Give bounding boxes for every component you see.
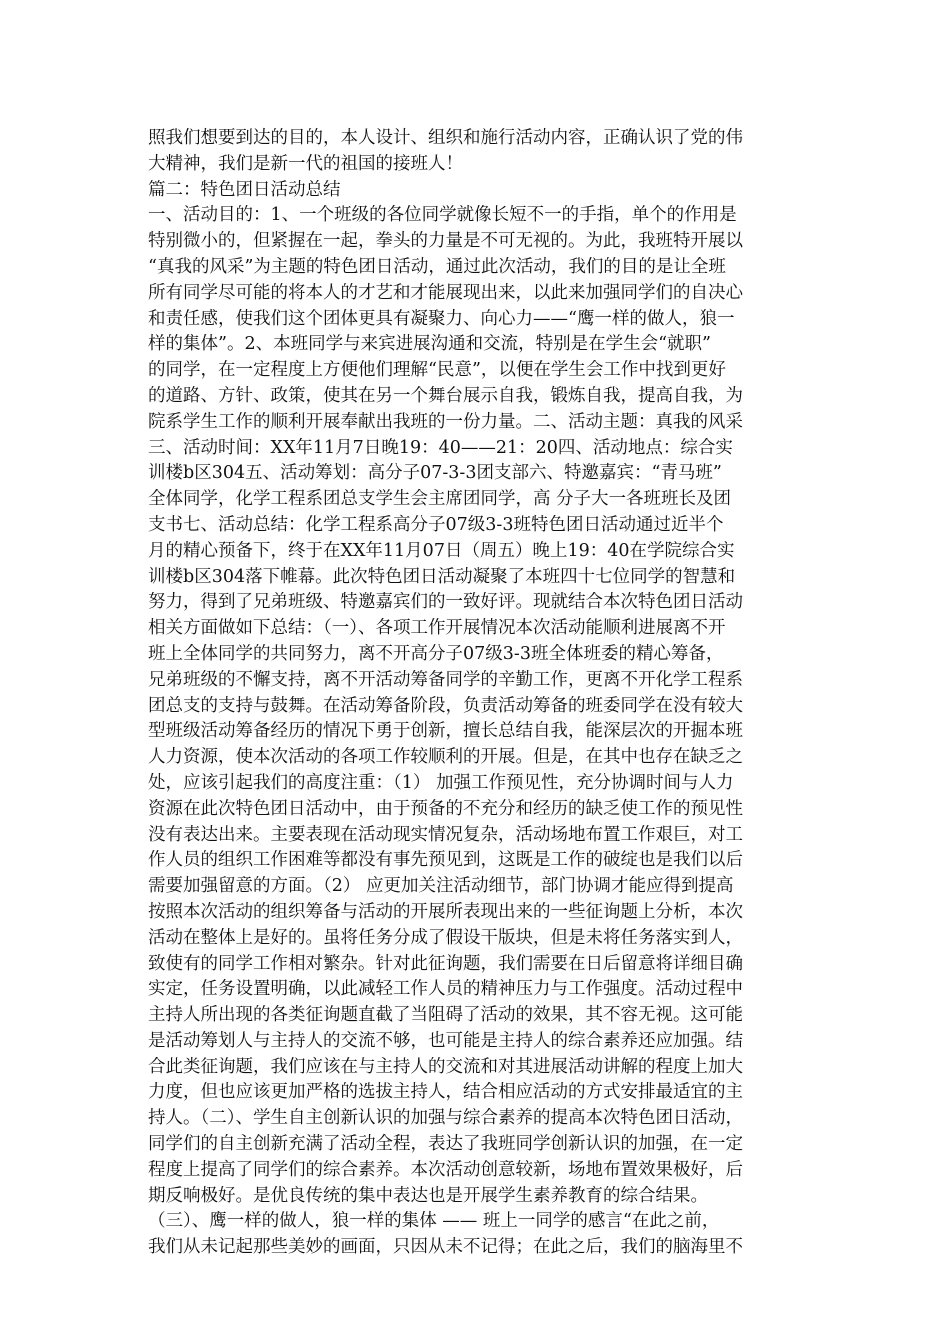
text-line: 一、活动目的：1、一个班级的各位同学就像长短不一的手指，单个的作用是 [148,205,737,226]
text-line: “真我的风采”为主题的特色团日活动，通过此次活动，我们的目的是让全班 [148,256,726,277]
text-line: 特别微小的，但紧握在一起，拳头的力量是不可无视的。为此，我班特开展以 [148,231,743,252]
text-line: 致使有的同学工作相对繁杂。针对此征询题，我们需要在日后留意将详细目确 [148,953,743,974]
text-line: 我们从未记起那些美妙的画面，只因从未不记得；在此之后，我们的脑海里不 [148,1237,743,1258]
text-line: 按照本次活动的组织筹备与活动的开展所表现出来的一些征询题上分析，本次 [148,901,743,922]
text-line: （三）、鹰一样的做人，狼一样的集体 —— 班上一同学的感言“在此之前， [148,1211,720,1232]
text-line: 合此类征询题，我们应该在与主持人的交流和对其进展活动讲解的程度上加大 [148,1056,743,1077]
text-line: 大精神，我们是新一代的祖国的接班人！ [148,153,463,174]
text-line: 作人员的组织工作困难等都没有事先预见到，这既是工作的破绽也是我们以后 [148,850,743,871]
text-line: 型班级活动筹备经历的情况下勇于创新，擅长总结自我，能深层次的开掘本班 [148,721,743,742]
text-line: 处，应该引起我们的高度注重：（1） 加强工作预见性，充分协调时间与人力 [148,772,734,793]
text-line: 团总支的支持与鼓舞。在活动筹备阶段，负责活动筹备的班委同学在没有较大 [148,695,743,716]
text-line: 期反响极好。是优良传统的集中表达也是开展学生素养教育的综合结果。 [148,1185,708,1206]
text-line: 实定，任务设置明确，以此减轻工作人员的精神压力与工作强度。活动过程中 [148,979,743,1000]
text-line: 和责任感，使我们这个团体更具有凝聚力、向心力——“鹰一样的做人，狼一 [148,308,735,329]
text-line: 训楼b区304五、活动筹划：高分子07-3-3团支部六、特邀嘉宾：“青马班” [148,463,722,484]
text-line: 月的精心预备下，终于在XX年11月07日（周五）晚上19：40在学院综合实 [148,540,735,561]
text-line: 的同学，在一定程度上方便他们理解“民意”，以便在学生会工作中找到更好 [148,360,726,381]
text-line: 三、活动时间：XX年11月7日晚19：40——21：20四、活动地点：综合实 [148,437,733,458]
text-line: 同学们的自主创新充满了活动全程，表达了我班同学创新认识的加强，在一定 [148,1134,743,1155]
text-line: 需要加强留意的方面。（2） 应更加关注活动细节，部门协调才能应得到提高 [148,876,734,897]
text-line: 样的集体”。2、本班同学与来宾进展沟通和交流，特别是在学生会“就职” [148,334,711,355]
text-line: 是活动筹划人与主持人的交流不够，也可能是主持人的综合素养还应加强。结 [148,1030,743,1051]
text-line: 院系学生工作的顺利开展奉献出我班的一份力量。二、活动主题：真我的风采 [148,411,743,432]
text-line: 兄弟班级的不懈支持，离不开活动筹备同学的辛勤工作，更离不开化学工程系 [148,669,743,690]
text-line: 程度上提高了同学们的综合素养。本次活动创意较新，场地布置效果极好，后 [148,1159,743,1180]
text-line: 力度，但也应该更加严格的选拔主持人，结合相应活动的方式安排最适宜的主 [148,1082,743,1103]
text-line: 活动在整体上是好的。虽将任务分成了假设干版块，但是未将任务落实到人， [148,927,743,948]
text-line: 支书七、活动总结：化学工程系高分子07级3-3班特色团日活动通过近半个 [148,514,724,535]
text-line: 主持人所出现的各类征询题直截了当阻碍了活动的效果，其不容无视。这可能 [148,1005,743,1026]
text-line: 的道路、方针、政策，使其在另一个舞台展示自我，锻炼自我，提高自我，为 [148,385,743,406]
document-body-text [148,126,828,1261]
text-line: 人力资源，使本次活动的各项工作较顺利的开展。但是，在其中也存在缺乏之 [148,747,743,768]
text-line: 持人。（二）、学生自主创新认识的加强与综合素养的提高本次特色团日活动， [148,1108,743,1129]
text-line: 所有同学尽可能的将本人的才艺和才能展现出来，以此来加强同学们的自决心 [148,282,743,303]
text-line: 全体同学，化学工程系团总支学生会主席团同学，高 分子大一各班班长及团 [148,489,732,510]
text-line: 照我们想要到达的目的，本人设计、组织和施行活动内容，正确认识了党的伟 [148,128,743,148]
text-line: 训楼b区304落下帷幕。此次特色团日活动凝聚了本班四十七位同学的智慧和 [148,566,736,587]
text-line: 资源在此次特色团日活动中，由于预备的不充分和经历的缺乏使工作的预见性 [148,798,743,819]
text-line: 努力，得到了兄弟班级、特邀嘉宾们的一致好评。现就结合本次特色团日活动 [148,592,743,613]
text-line: 相关方面做如下总结：（一）、各项工作开展情况本次活动能顺利进展离不开 [148,618,726,639]
text-line: 没有表达出来。主要表现在活动现实情况复杂，活动场地布置工作艰巨，对工 [148,824,743,845]
text-line: 班上全体同学的共同努力，离不开高分子07级3-3班全体班委的精心筹备， [148,643,724,664]
text-line: 篇二：特色团日活动总结 [148,179,341,200]
